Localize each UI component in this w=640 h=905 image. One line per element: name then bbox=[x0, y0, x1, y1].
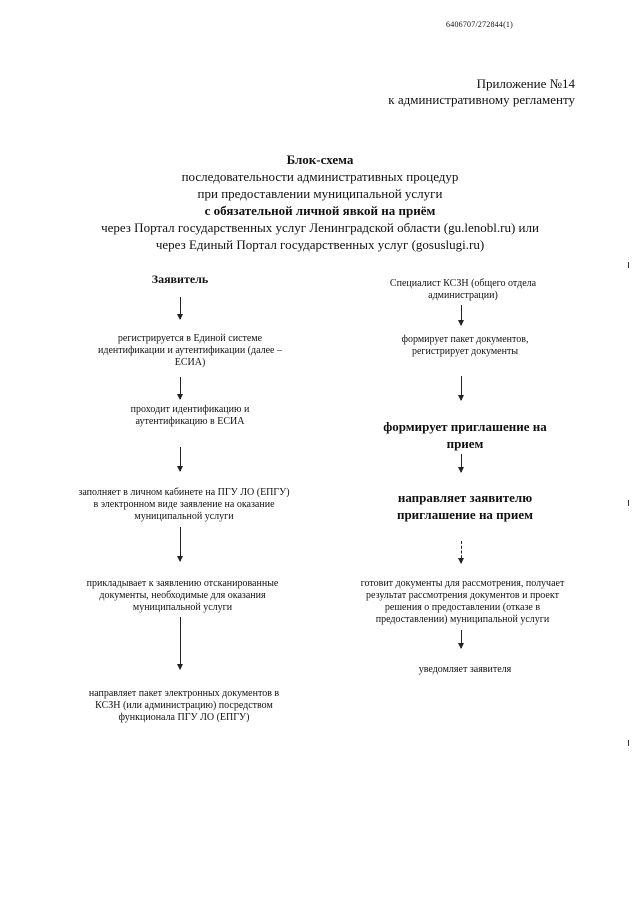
right-arrow-4 bbox=[461, 541, 462, 563]
right-heading: Специалист КСЗН (общего отдела администрации) bbox=[389, 278, 537, 301]
right-arrow-3 bbox=[461, 454, 462, 472]
scan-mark bbox=[628, 262, 629, 268]
left-step-5: направляет пакет электронных документов в КСЗН (или администрацию) посредством функционала ПГУ ЛО (ЕПГУ) bbox=[88, 688, 280, 723]
right-step-5: уведомляет заявителя bbox=[418, 664, 512, 675]
left-arrow-1 bbox=[180, 297, 181, 319]
title-line-6: через Единый Портал государственных услуг (gosuslugi.ru) bbox=[155, 237, 485, 252]
title-heading: Блок-схема bbox=[286, 152, 354, 167]
right-step-1: формирует пакет документов, регистрирует документы bbox=[401, 334, 529, 357]
left-heading: Заявитель bbox=[151, 272, 209, 286]
right-arrow-5 bbox=[461, 630, 462, 648]
right-arrow-1 bbox=[461, 305, 462, 325]
title-line-3: при предоставлении муниципальной услуги bbox=[197, 186, 443, 201]
title-line-2: последовательности административных процедур bbox=[181, 169, 459, 184]
left-step-2: проходит идентификацию и аутентификацию в ЕСИА bbox=[130, 404, 250, 427]
left-arrow-4 bbox=[180, 527, 181, 561]
left-step-4: прикладывает к заявлению отсканированные документы, необходимые для оказания муниципальной услуги bbox=[86, 578, 279, 613]
right-step-2: формирует приглашение на прием bbox=[383, 419, 547, 451]
left-step-3: заполняет в личном кабинете на ПГУ ЛО (ЕПГУ) в электронном виде заявление на оказание муниципальной услуги bbox=[78, 487, 290, 522]
appendix-regulation: к административному регламенту bbox=[388, 92, 575, 107]
right-step-3: направляет заявителю приглашение на прием bbox=[396, 490, 534, 522]
scan-mark bbox=[628, 740, 629, 746]
left-arrow-3 bbox=[180, 447, 181, 471]
left-arrow-2 bbox=[180, 377, 181, 399]
title-block bbox=[80, 151, 560, 253]
scan-mark bbox=[628, 500, 629, 506]
left-arrow-5 bbox=[180, 617, 181, 669]
title-line-5: через Портал государственных услуг Ленинградской области (gu.lenobl.ru) или bbox=[101, 220, 539, 235]
left-step-1: регистрируется в Единой системе идентификации и аутентификации (далее – ЕСИА) bbox=[98, 333, 282, 368]
right-step-4: готовит документы для рассмотрения, получает результат рассмотрения документов и проект решения о предоставлении (отказе в предоставлении) муниципальной услуги bbox=[360, 578, 565, 625]
title-line-4: с обязательной личной явкой на приём bbox=[204, 203, 436, 218]
appendix-number: Приложение №14 bbox=[476, 76, 575, 91]
right-arrow-2 bbox=[461, 376, 462, 400]
document-number: 6406707/272844(1) bbox=[446, 20, 513, 29]
